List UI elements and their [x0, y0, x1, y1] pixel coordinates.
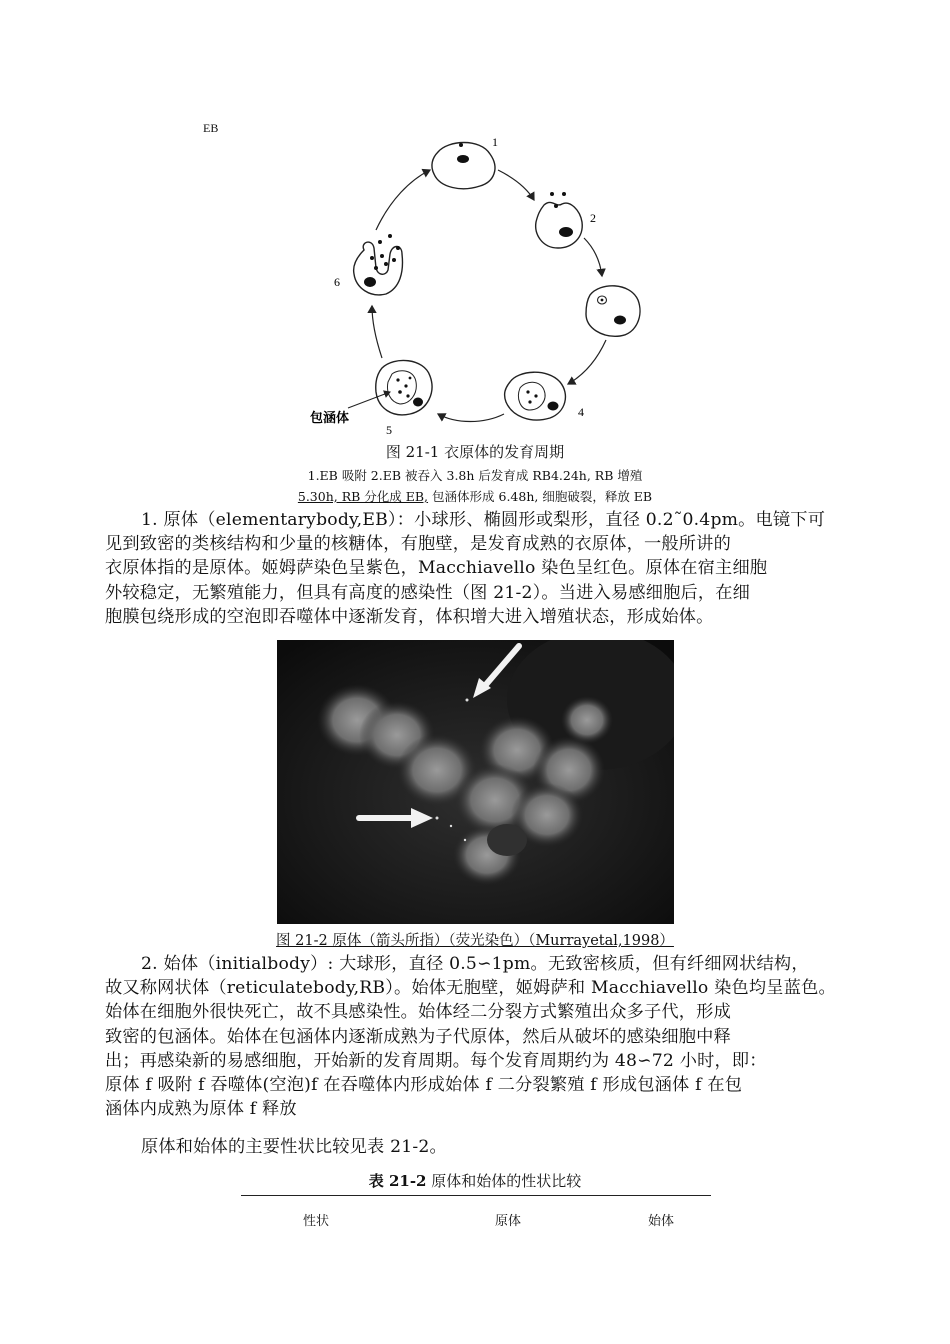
para-line: 胞膜包绕形成的空泡即吞噬体中逐渐发育，体积增大进入增殖状态，形成始体。: [105, 606, 714, 627]
para-line: 故又称网状体（reticulatebody,RB）。始体无胞壁，姬姆萨和 Macchiavello 染色均呈蓝色。: [105, 978, 836, 999]
cell-stage-6: [354, 234, 403, 295]
section-elementary-body: [105, 508, 865, 629]
para-line: 出；再感染新的易感细胞，开始新的发育周期。每个发育周期约为 48∽72 小时，即：: [105, 1050, 767, 1071]
figure2-caption: 图 21-2 原体（箭头所指）（荧光染色）（Murrayetal,1998）: [276, 933, 674, 949]
para-line: 1. 原体（elementarybody,EB）：小球形、椭圆形或梨形，直径 0.2˜0.4pm。电镜下可: [141, 510, 826, 530]
cell-stage-5: [376, 360, 432, 414]
para-line: 致密的包涵体。始体在包涵体内逐渐成熟为子代原体，然后从破坏的感染细胞中释: [105, 1026, 731, 1047]
figure1-legend-underlined: 5.30h, RB 分化成 EB,: [297, 489, 429, 504]
para-line: 始体在细胞外很快死亡，故不具感染性。始体经二分裂方式繁殖出众多子代，形成: [105, 1002, 731, 1023]
figure1-legend-rest: 包涵体形成 6.48h, 细胞破裂，释放 EB: [428, 489, 653, 504]
cell-stage-2: [536, 192, 583, 248]
figure1-legend-line1: 1.EB 吸附 2.EB 被吞入 3.8h 后发育成 RB4.24h, RB 增殖: [307, 468, 643, 483]
para-line: 涵体内成熟为原体 f 释放: [105, 1099, 297, 1120]
arrow-6-1: [376, 170, 430, 230]
arrow-1-2: [498, 170, 534, 200]
table-header-rb: 始体: [648, 1214, 675, 1229]
para-line: 见到致密的类核结构和少量的核糖体，有胞壁，是发育成熟的衣原体，一般所讲的: [105, 534, 731, 555]
cell-stage-1: [432, 143, 495, 189]
arrow-5-6: [372, 306, 382, 358]
para-line: 衣原体指的是原体。姬姆萨染色呈紫色，Macchiavello 染色呈红色。原体在宿主细胞: [105, 558, 768, 579]
cell-stage-4: [505, 372, 566, 420]
stage-label-1: 1: [492, 135, 498, 149]
para-line: 原体 f 吸附 f 吞噬体(空泡)f 在吞噬体内形成始体 f 二分裂繁殖 f 形成包涵体 f 在包: [105, 1075, 743, 1096]
inclusion-label: 包涵体: [310, 411, 350, 426]
figure1-caption: 图 21-1 衣原体的发育周期: [385, 443, 565, 461]
figure1-legend-line2: [0, 487, 950, 505]
fluorescence-micrograph: [277, 640, 674, 924]
table-caption: 表 21-2 原体和始体的性状比较: [368, 1172, 582, 1190]
cell-stage-3: [586, 286, 640, 336]
table-top-rule: [241, 1195, 711, 1196]
table-header-property: 性状: [303, 1214, 330, 1229]
stage-label-6: 6: [334, 275, 340, 289]
stage-label-4: 4: [578, 405, 584, 419]
stage-label-5: 5: [386, 423, 392, 435]
eb-label: EB: [203, 121, 219, 135]
arrow-3-4: [568, 340, 606, 384]
inclusion-pointer: [348, 392, 390, 408]
para-line: 外较稳定，无繁殖能力，但具有高度的感染性（图 21-2）。当进入易感细胞后，在细: [105, 582, 751, 603]
arrow-2-3: [584, 238, 602, 276]
table-header-eb: 原体: [495, 1214, 522, 1229]
stage-label-2: 2: [590, 211, 596, 225]
para-line: 2. 始体（initialbody）: 大球形，直径 0.5∽1pm。无致密核质，但有纤细网状结构，: [141, 954, 809, 974]
arrow-4-5: [438, 414, 504, 422]
section-initial-body: [105, 952, 865, 1121]
para-line: 原体和始体的主要性状比较见表 21-2。: [141, 1137, 447, 1157]
chlamydia-cycle-diagram: [290, 130, 650, 435]
section-comparison-intro: [105, 1135, 865, 1159]
